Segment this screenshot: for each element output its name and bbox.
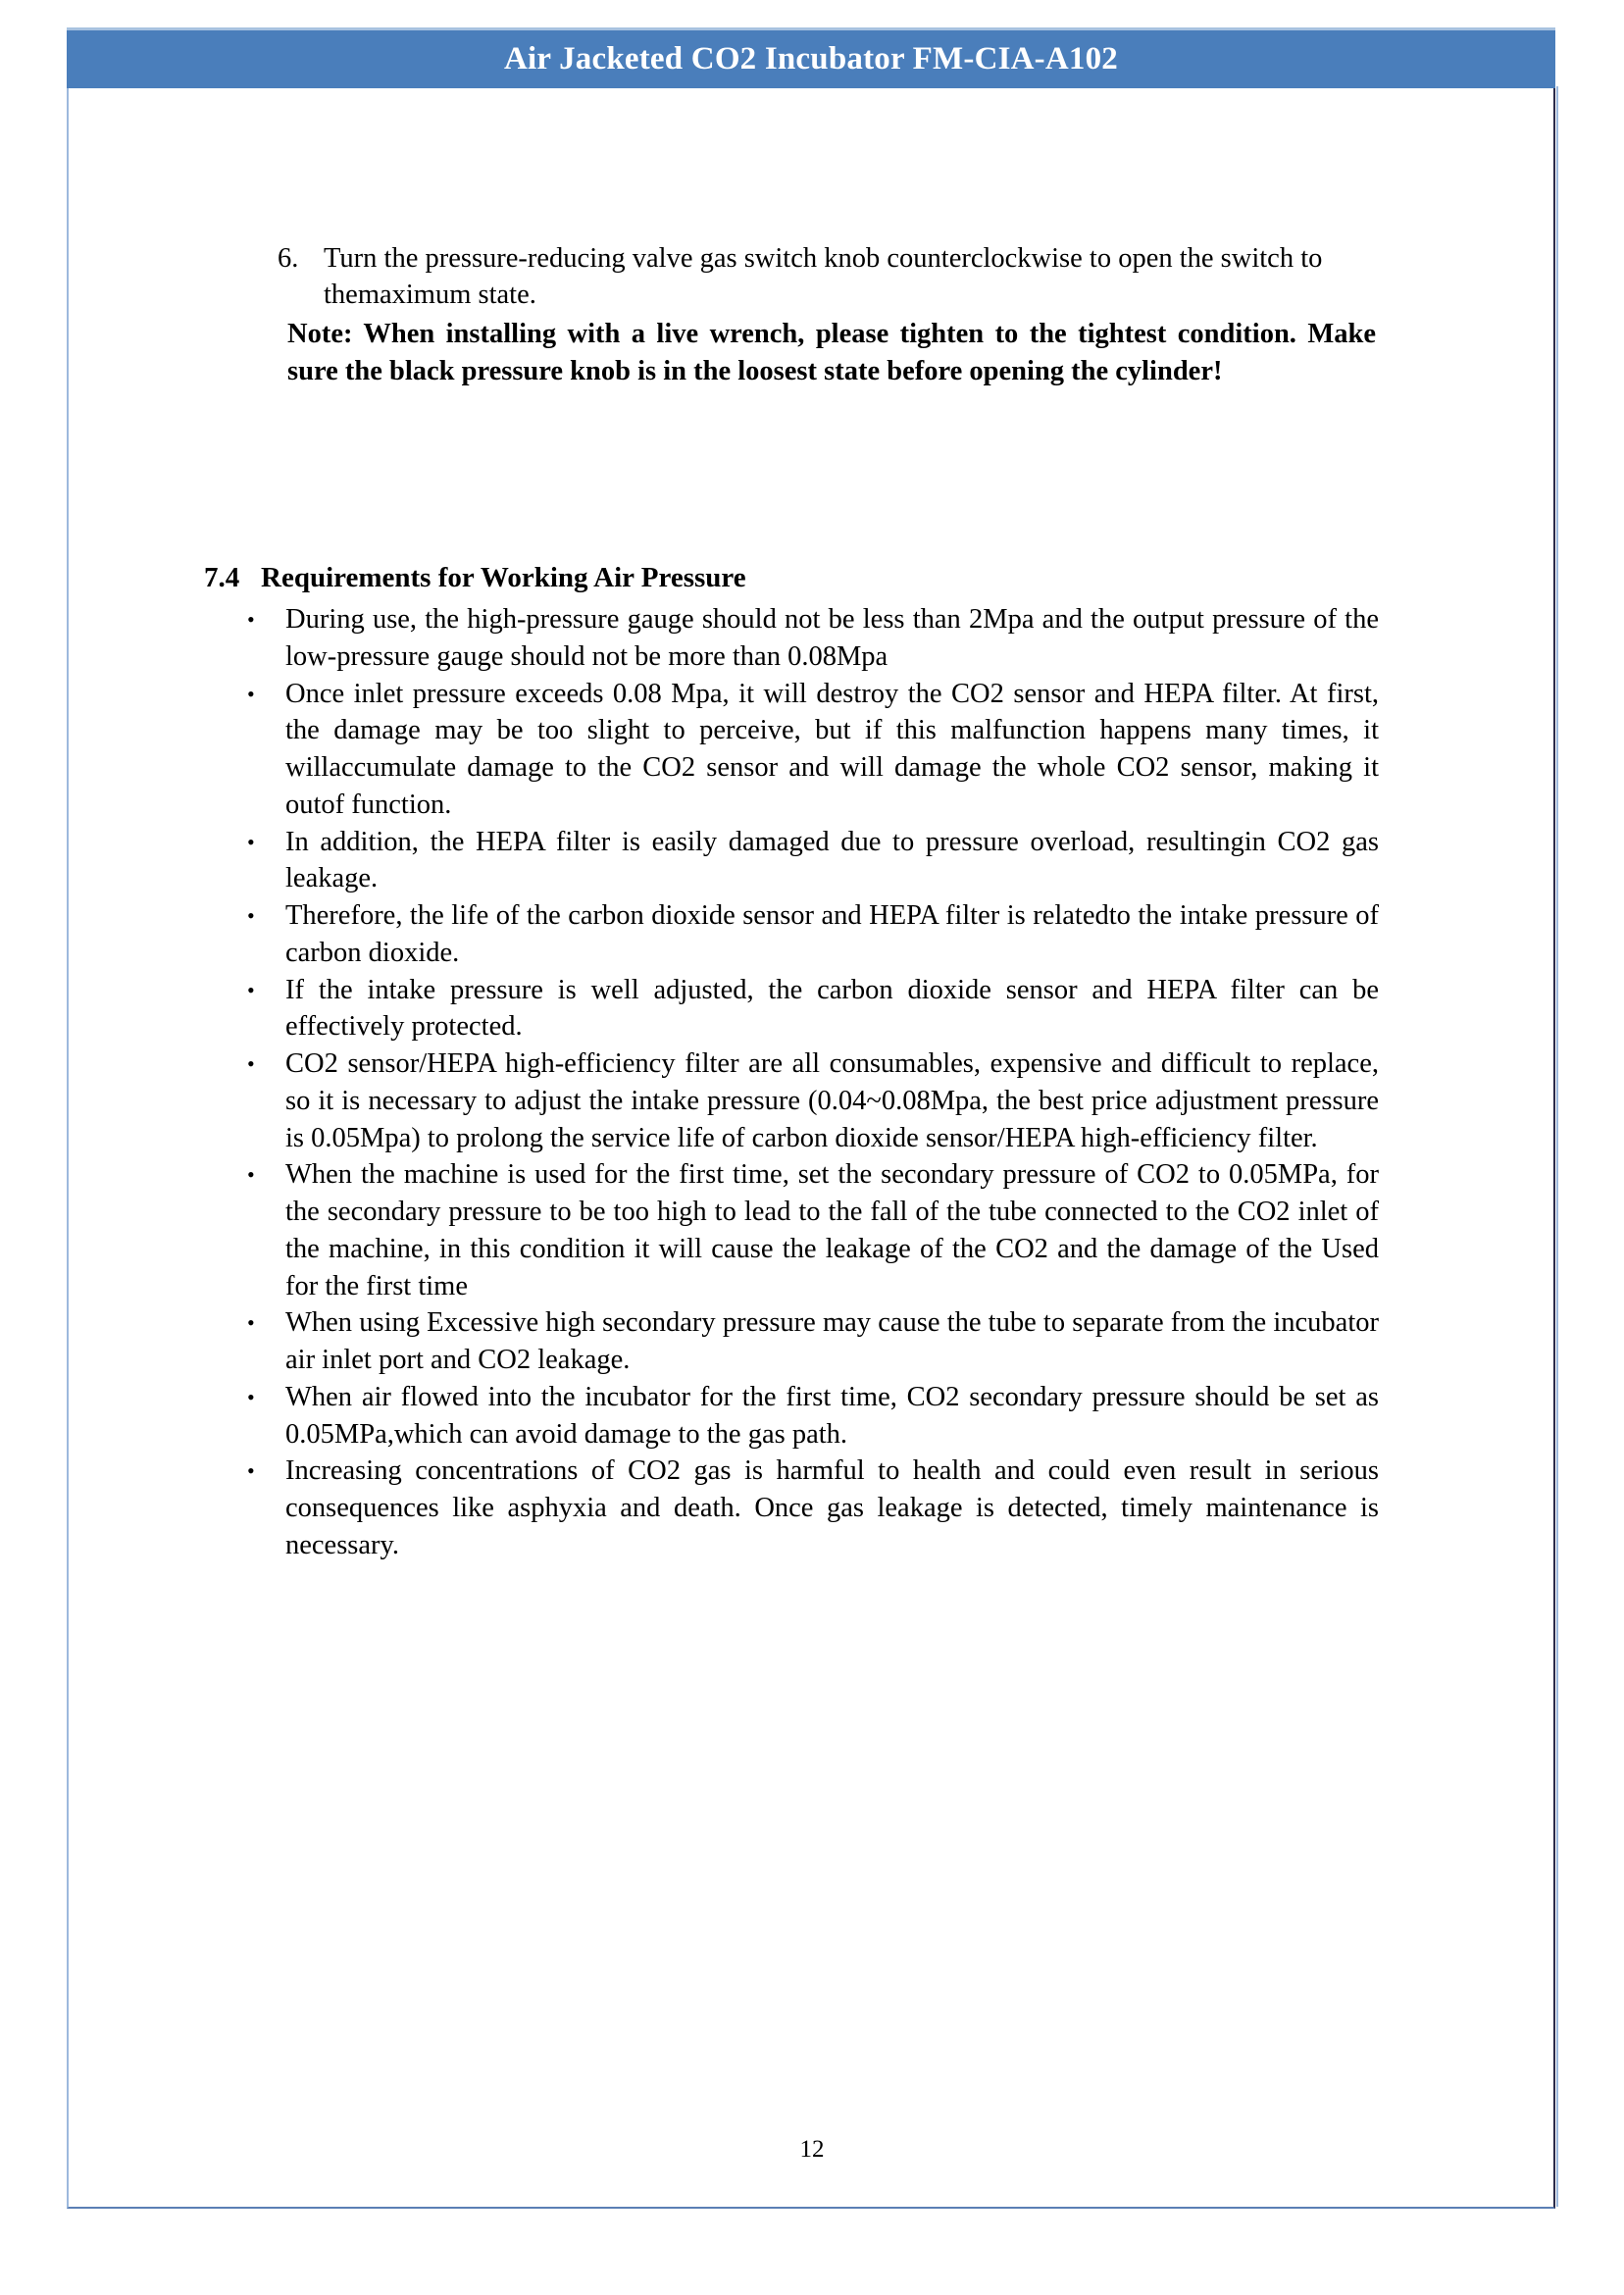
list-item-marker: 6. [278, 243, 299, 274]
bullet-text: When air flowed into the incubator for the first time, CO2 secondary pressure should be set as 0.05MPa,which can avoid damage to the gas path. [285, 1381, 1379, 1450]
bullet-point-icon: • [247, 1051, 255, 1076]
bullet-list [241, 601, 1379, 1564]
bullet-point-icon: • [247, 1162, 255, 1188]
bullet-item [241, 1046, 1379, 1156]
bullet-point-icon: • [247, 1458, 255, 1484]
page-content [67, 88, 1555, 2148]
bullet-point-icon: • [247, 1384, 255, 1409]
bullet-item [241, 1453, 1379, 1563]
bullet-item [241, 1156, 1379, 1304]
document-header-band [67, 27, 1555, 88]
bullet-item [241, 676, 1379, 824]
bullet-item [241, 824, 1379, 898]
list-item [278, 240, 1376, 314]
bullet-text: When using Excessive high secondary pressure may cause the tube to separate from the incubator air inlet port and CO2 leakage. [285, 1307, 1379, 1375]
bullet-item [241, 1379, 1379, 1454]
bullet-item [241, 601, 1379, 676]
numbered-list [278, 240, 1376, 389]
document-title: Air Jacketed CO2 Incubator FM-CIA-A102 [504, 41, 1118, 76]
bullet-item [241, 1304, 1379, 1379]
bullet-item [241, 897, 1379, 972]
section-title: Requirements for Working Air Pressure [261, 562, 746, 593]
bullet-text: When the machine is used for the first time, set the secondary pressure of CO2 to 0.05MPa, for the secondary pressure to be too high to lead to the fall of the tube connected to the CO2 inlet of the machine, in this condition it will cause the leakage of the CO2 and the damage of the Used for the first time [285, 1159, 1379, 1301]
bullet-text: Therefore, the life of the carbon dioxide sensor and HEPA filter is relatedto the intake pressure of carbon dioxide. [285, 900, 1379, 968]
bullet-text: CO2 sensor/HEPA high-efficiency filter are all consumables, expensive and difficult to replace, so it is necessary to adjust the intake pressure (0.04~0.08Mpa, the best price adjustment pressure is 0.05Mpa) to prolong the service life of carbon dioxide sensor/HEPA high-efficiency filter. [285, 1048, 1379, 1153]
section-number: 7.4 [204, 562, 240, 593]
bullet-text: If the intake pressure is well adjusted, the carbon dioxide sensor and HEPA filter can be effectively protected. [285, 974, 1379, 1043]
bullet-text: Increasing concentrations of CO2 gas is harmful to health and could even result in serious consequences like asphyxia and death. Once gas leakage is detected, timely maintenance is necessary. [285, 1455, 1379, 1560]
bullet-point-icon: • [247, 607, 255, 632]
bullet-point-icon: • [247, 903, 255, 928]
page-number: 12 [799, 2136, 825, 2163]
bullet-point-icon: • [247, 977, 255, 1002]
bullet-text: During use, the high-pressure gauge should not be less than 2Mpa and the output pressure of the low-pressure gauge should not be more than 0.08Mpa [285, 604, 1379, 672]
bullet-point-icon: • [247, 681, 255, 706]
bullet-item [241, 972, 1379, 1046]
bullet-point-icon: • [247, 829, 255, 854]
bullet-text: In addition, the HEPA filter is easily damaged due to pressure overload, resultingin CO2 gas leakage. [285, 826, 1379, 894]
list-item-text: Turn the pressure-reducing valve gas switch knob counterclockwise to open the switch to themaximum state. [324, 243, 1323, 311]
bullet-text: Once inlet pressure exceeds 0.08 Mpa, it will destroy the CO2 sensor and HEPA filter. At first, the damage may be too slight to perceive, but if this malfunction happens many times, it willaccumulate damage to the CO2 sensor and will damage the whole CO2 sensor, making it outof function. [285, 678, 1379, 820]
note-paragraph: Note: When installing with a live wrench, please tighten to the tightest condition. Make sure the black pressure knob is in the loosest state before opening the cylinder! [287, 318, 1376, 386]
bullet-point-icon: • [247, 1310, 255, 1336]
section-heading [204, 562, 746, 594]
